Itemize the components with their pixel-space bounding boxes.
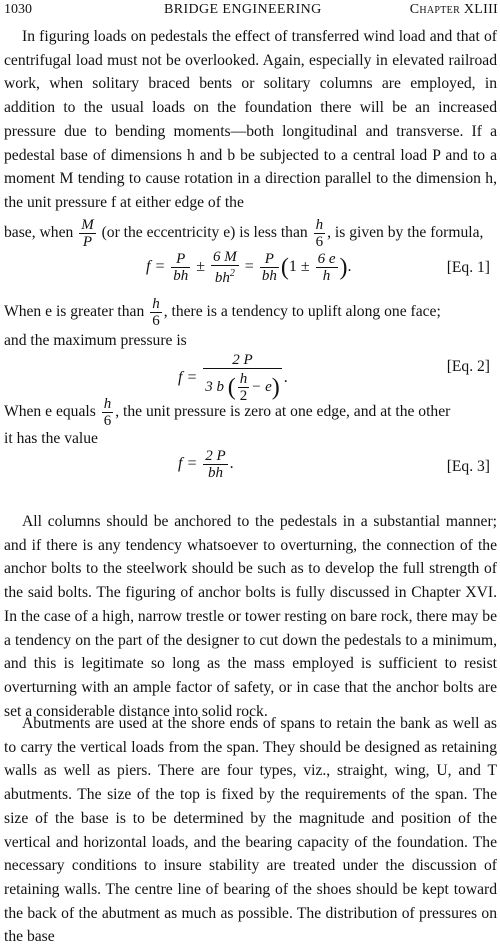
equation-3: f = $\frac{2 P}{bh}$ . [Eq. 3] (178, 448, 490, 481)
uplift-line: When e is greater than $\frac{h}{6}$ , there is a tendency to uplift along one face; (4, 296, 441, 329)
chapter-label: Chapter XLIII (409, 2, 498, 17)
equation-tag: [Eq. 3] (446, 458, 490, 475)
paragraph-abutments (4, 712, 497, 949)
page-number: 1030 (4, 2, 32, 17)
equation-2: f = 2 P 3 b ( $\frac{h}{2}$ − e) . [Eq. 2] (178, 352, 490, 404)
equation-1: f = $\frac{P}{bh}$ ± $\frac{6 M}{bh^2}$ = $\frac{P}{bh}$ (1 ± $\frac{6 e}{h}$ ). [Eq. 1] (146, 249, 490, 286)
zero-pressure-line: When e equals $\frac{h}{6}$ , the unit pressure is zero at one edge, and at the other (4, 396, 451, 429)
paragraph-text: Abutments are used at the shore ends of spans to retain the bank as well as to carry the vertical loads from the span. They should be designed as retaining walls as well as piers. There are four types, viz., straight, wing, U, and T abutments. The size of the top is fixed by the requirements of the span. The size of the base is to be determined by the magnitude and position of the vertical and horizontal loads, and the bearing capacity of the foundation. The necessary conditions to insure stability are treated under the discussion of retaining walls. The centre line of bearing of the shoes should be kept toward the back of the abutment as much as possible. The distribution of pressures on the base (4, 715, 497, 946)
fraction-h-over-6: $\frac{h}{6}$ (315, 216, 324, 250)
value-line: it has the value (4, 430, 98, 447)
base-when-line: base, when $\frac{M}{P}$ (or the eccentricity e) is less than $\frac{h}{6}$ , is given by the formula, (4, 216, 484, 250)
equation-tag: [Eq. 2] (446, 358, 490, 375)
fraction-m-over-p: $\frac{M}{P}$ (81, 216, 94, 250)
book-title: BRIDGE ENGINEERING (164, 2, 322, 17)
paragraph-text: In figuring loads on pedestals the effect of transferred wind load and that of centrifugal load must not be overlooked. Again, especially in elevated railroad work, when solitary braced bents or solitary columns are employed, in addition to the usual loads on the foundation there will be an increased pressure due to bending moments—both longitudinal and transverse. If a pedestal base of dimensions h and b be subjected to a central load P and to a moment M tending to cause rotation in a direction parallel to the dimension h, the unit pressure f at either edge of the (4, 28, 497, 211)
paragraph-anchor-bolts (4, 510, 497, 723)
running-header (4, 1, 498, 19)
max-pressure-line: and the maximum pressure is (4, 332, 187, 349)
paragraph-pedestal-loads (4, 25, 497, 250)
paragraph-text: All columns should be anchored to the pedestals in a substantial manner; and if there is any tendency whatsoever to overturning, the connection of the anchor bolts to the steelwork should be such as to develop the full strength of the said bolts. The figuring of anchor bolts is fully discussed in Chapter XVI. In the case of a high, narrow trestle or tower resting on bare rock, there may be a tendency on the part of the designer to cut down the pedestals to a minimum, and this is legitimate so long as the mass employed is sufficient to resist overturning with an ample factor of safety, or in case that the anchor bolts are set a considerable distance into solid rock. (4, 513, 497, 720)
equation-tag: [Eq. 1] (446, 259, 490, 276)
